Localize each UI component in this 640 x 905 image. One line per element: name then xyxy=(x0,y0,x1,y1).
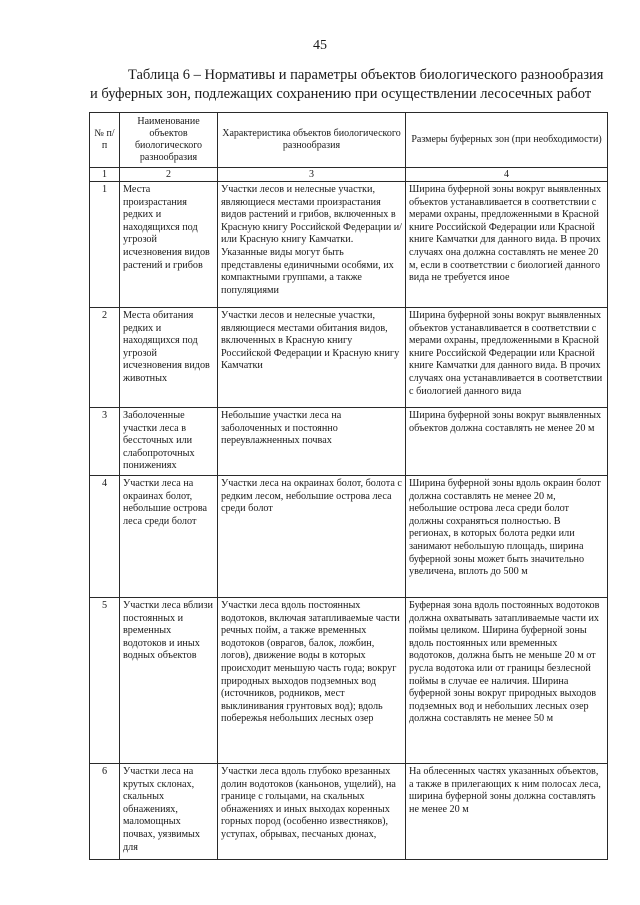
object-characteristic: Участки лесов и нелесные участки, являющиеся местами обитания видов, включенных в Красную книгу Российской Федерации и Красную книгу Камчатки xyxy=(218,308,406,408)
object-name: Участки леса вблизи постоянных и временных водотоков и иных водных объектов xyxy=(120,597,218,763)
table-row xyxy=(90,475,608,597)
column-index: 2 xyxy=(120,168,218,182)
object-name: Участки леса на крутых склонах, скальных обнажениях, маломощных почвах, уязвимых для xyxy=(120,763,218,859)
buffer-zone-size: Ширина буферной зоны вокруг выявленных объектов должна составлять не менее 20 м xyxy=(406,408,608,476)
row-number: 4 xyxy=(90,475,120,597)
column-index: 4 xyxy=(406,168,608,182)
biodiversity-table xyxy=(89,112,608,860)
buffer-zone-size: Ширина буферной зоны вокруг выявленных объектов устанавливается в соответствии с мерами охраны, предложенными в Красной книге Российской Федерации или Красной книге Камчатки для данного вида. В прочих случаях она устанавливается в соответствии с биологией данного вида xyxy=(406,308,608,408)
column-index-row xyxy=(90,168,608,182)
object-name: Места обитания редких и находящихся под угрозой исчезновения видов животных xyxy=(120,308,218,408)
header-num: № п/п xyxy=(90,113,120,168)
header-name: Наименование объектов биологического разнообразия xyxy=(120,113,218,168)
table-title xyxy=(90,66,610,104)
header-buffer: Размеры буферных зон (при необходимости) xyxy=(406,113,608,168)
table-row xyxy=(90,597,608,763)
header-characteristic: Характеристика объектов биологического разнообразия xyxy=(218,113,406,168)
object-characteristic: Участки лесов и нелесные участки, являющиеся местами произрастания видов растений и грибов, включенных в Красную книгу Российской Федерации и/или Красную книгу Камчатки. Указанные виды могут быть представлены единичными особями, их компактными группами, а также популяциями xyxy=(218,182,406,308)
object-characteristic: Небольшие участки леса на заболоченных и постоянно переувлажненных почвах xyxy=(218,408,406,476)
buffer-zone-size: Буферная зона вдоль постоянных водотоков должна охватывать затапливаемые части их поймы целиком. Ширина буферной зоны вдоль постоянных или временных водотоков, должна быть не меньше 20 м от русла водотока или от границы безлесной поймы в случае ее наличия. Ширина буферной зоны вокруг природных выходов подземных вод и небольших лесных озер должна составлять не менее 50 м xyxy=(406,597,608,763)
object-name: Участки леса на окраинах болот, небольшие острова леса среди болот xyxy=(120,475,218,597)
object-characteristic: Участки леса вдоль постоянных водотоков, включая затапливаемые части речных пойм, а также временных водотоков (оврагов, балок, ложбин, логов), движение воды в которых происходит меньшую часть года; вокруг природных выходов подземных вод (источников, родников, мест выклинивания грунтовых вод); вдоль побережья небольших лесных озер xyxy=(218,597,406,763)
object-name: Заболоченные участки леса в бессточных или слабопроточных понижениях xyxy=(120,408,218,476)
row-number: 6 xyxy=(90,763,120,859)
object-name: Места произрастания редких и находящихся под угрозой исчезновения видов растений и грибов xyxy=(120,182,218,308)
object-characteristic: Участки леса на окраинах болот, болота с редким лесом, небольшие острова леса среди болот xyxy=(218,475,406,597)
table-row xyxy=(90,763,608,859)
page-number: 45 xyxy=(313,38,327,53)
object-characteristic: Участки леса вдоль глубоко врезанных долин водотоков (каньонов, ущелий), на границе с гольцами, на скальных обнажениях и иных выходах коренных горных пород (особенно известняков), уступах, обрывах, песчаных дюнах, xyxy=(218,763,406,859)
row-number: 2 xyxy=(90,308,120,408)
column-index: 1 xyxy=(90,168,120,182)
row-number: 3 xyxy=(90,408,120,476)
table-title-line-1: Таблица 6 – Нормативы и параметры объектов биологического разнообразия xyxy=(128,67,604,83)
column-index: 3 xyxy=(218,168,406,182)
table-row xyxy=(90,182,608,308)
buffer-zone-size: Ширина буферной зоны вдоль окраин болот должна составлять не менее 20 м, небольшие острова леса среди болот должны сохраняться полностью. В регионах, в которых болота редки или занимают небольшую площадь, ширина буферной зоны может быть значительно увеличена, вплоть до 500 м xyxy=(406,475,608,597)
buffer-zone-size: На облесенных частях указанных объектов, а также в прилегающих к ним полосах леса, ширина буферной зоны должна составлять не менее 20 м xyxy=(406,763,608,859)
row-number: 5 xyxy=(90,597,120,763)
table-title-line-2: и буферных зон, подлежащих сохранению при осуществлении лесосечных работ xyxy=(90,86,592,102)
table-row xyxy=(90,408,608,476)
table-header-row xyxy=(90,113,608,168)
row-number: 1 xyxy=(90,182,120,308)
table-row xyxy=(90,308,608,408)
buffer-zone-size: Ширина буферной зоны вокруг выявленных объектов устанавливается в соответствии с мерами охраны, предложенными в Красной книге Российской Федерации или Красной книге Камчатки для данного вида. В прочих случаях она должна составлять не менее 20 м, если в соответствии с биологией данного вида не требуется иное xyxy=(406,182,608,308)
